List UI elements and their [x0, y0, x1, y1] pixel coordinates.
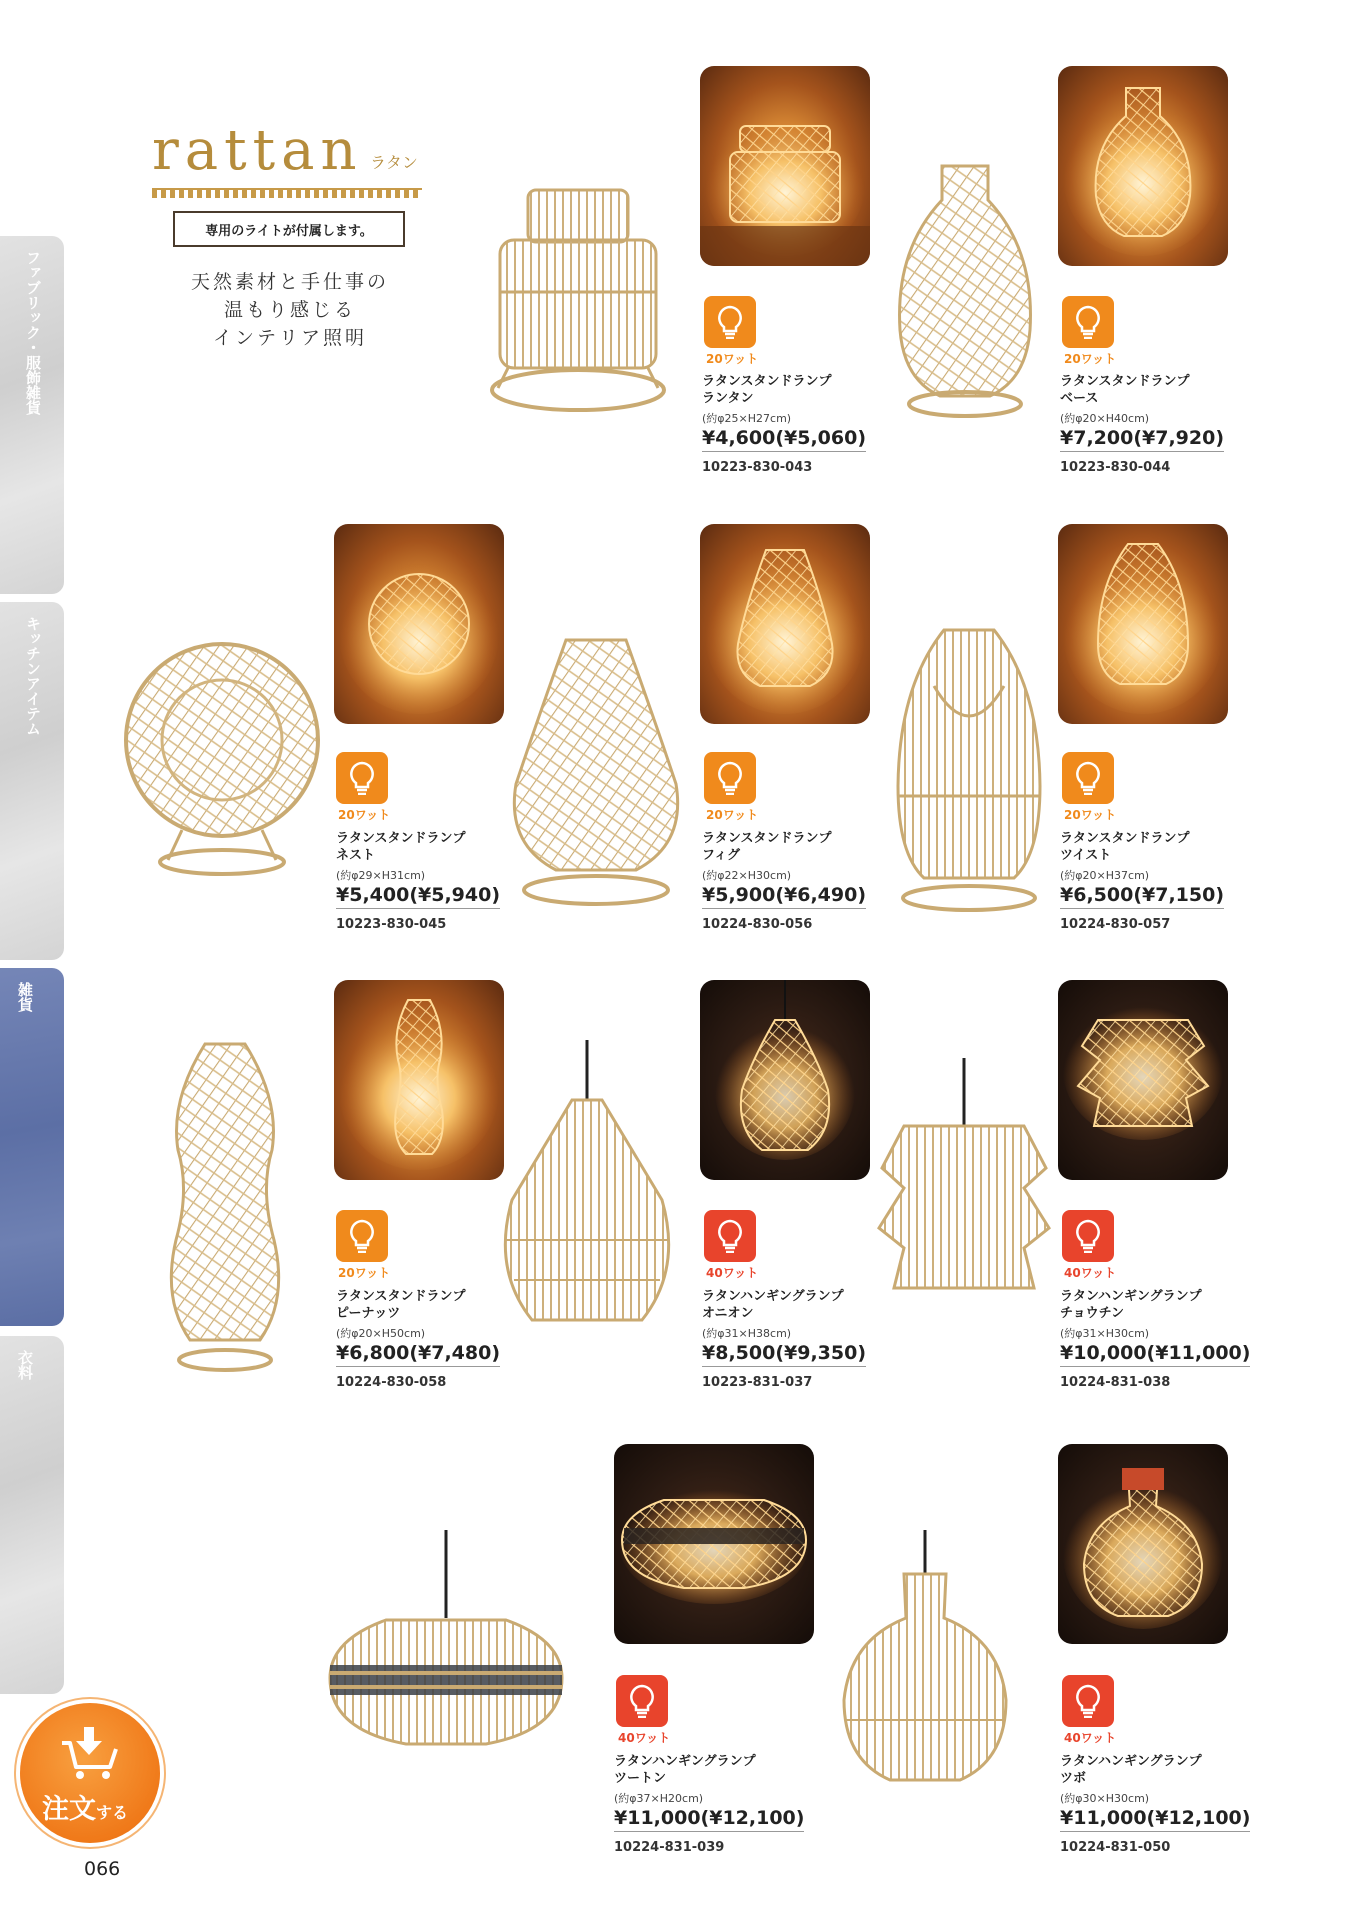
- bulb-icon-badge: [336, 752, 388, 804]
- title-underline-divider: [152, 188, 422, 198]
- product-size: (約φ20×H50cm): [336, 1327, 426, 1340]
- wattage-label: 40ワット: [1064, 1731, 1117, 1745]
- light-bulb-icon: [715, 305, 745, 339]
- side-tab-label: 雑貨: [16, 982, 34, 1012]
- product-code: 10224-831-050: [1060, 1840, 1171, 1855]
- light-bulb-icon: [1073, 761, 1103, 795]
- product-code: 10224-830-058: [336, 1375, 447, 1390]
- cart-download-icon: [60, 1725, 122, 1781]
- bulb-icon-badge: [704, 296, 756, 348]
- product-name: [336, 1288, 536, 1322]
- nest-lamp-image: [120, 640, 325, 880]
- order-button[interactable]: [20, 1703, 160, 1843]
- product-code: 10224-831-038: [1060, 1375, 1171, 1390]
- product-name: [1060, 373, 1260, 407]
- product-price: ¥6,500(¥7,150): [1060, 884, 1224, 909]
- product-subname: ピーナッツ: [336, 1306, 401, 1321]
- product-subname: オニオン: [702, 1306, 754, 1321]
- side-tab-label: 衣料: [16, 1350, 34, 1380]
- product-subname: ツートン: [614, 1771, 667, 1786]
- product-category: ラタンハンギングランプ: [702, 1289, 844, 1304]
- product-name: [1060, 1753, 1260, 1787]
- product-photo-nest: [334, 524, 504, 724]
- product-code: 10224-830-057: [1060, 917, 1171, 932]
- product-code: 10223-830-043: [702, 460, 813, 475]
- peanut-lamp-image: [160, 1040, 290, 1375]
- product-code: 10224-830-056: [702, 917, 813, 932]
- tagline-line: インテリア照明: [212, 327, 367, 349]
- light-bulb-icon: [715, 1219, 745, 1253]
- section-title: rattan: [152, 118, 363, 183]
- product-size: (約φ37×H20cm): [614, 1792, 704, 1805]
- product-size: (約φ25×H27cm): [702, 412, 792, 425]
- side-tab-clothing[interactable]: [0, 1336, 64, 1694]
- product-photo-tsubo: [1058, 1444, 1228, 1644]
- product-subname: チョウチン: [1060, 1306, 1124, 1321]
- bulb-icon-badge: [1062, 752, 1114, 804]
- product-size: (約φ20×H40cm): [1060, 412, 1150, 425]
- page-number: 066: [84, 1858, 121, 1880]
- product-category: ラタンスタンドランプ: [336, 831, 466, 846]
- product-name: [614, 1753, 814, 1787]
- wattage-label: 40ワット: [706, 1266, 759, 1280]
- product-price: ¥7,200(¥7,920): [1060, 427, 1224, 452]
- product-category: ラタンハンギングランプ: [614, 1754, 756, 1769]
- product-price: ¥5,400(¥5,940): [336, 884, 500, 909]
- product-name: [1060, 1288, 1260, 1322]
- product-category: ラタンスタンドランプ: [702, 374, 832, 389]
- twist-lamp-image: [894, 626, 1044, 916]
- product-category: ラタンスタンドランプ: [702, 831, 832, 846]
- wattage-label: 20ワット: [706, 808, 759, 822]
- light-bulb-icon: [347, 1219, 377, 1253]
- product-subname: フィグ: [702, 848, 740, 863]
- chouchin-pendant-image: [874, 1058, 1054, 1308]
- base-lamp-image: [890, 160, 1040, 422]
- product-photo-peanut: [334, 980, 504, 1180]
- product-size: (約φ30×H30cm): [1060, 1792, 1150, 1805]
- fig-lamp-image: [506, 634, 686, 910]
- bulb-icon-badge: [616, 1675, 668, 1727]
- product-name: [702, 830, 902, 864]
- light-bulb-icon: [347, 761, 377, 795]
- light-bulb-icon: [627, 1684, 657, 1718]
- order-label-main: 注文: [42, 1794, 96, 1825]
- product-code: 10224-831-039: [614, 1840, 725, 1855]
- product-photo-base: [1058, 66, 1228, 266]
- wattage-label: 20ワット: [706, 352, 759, 366]
- bulb-icon-badge: [1062, 1210, 1114, 1262]
- light-bulb-icon: [1073, 1684, 1103, 1718]
- bulb-icon-badge: [704, 752, 756, 804]
- product-size: (約φ29×H31cm): [336, 869, 426, 882]
- product-name: [1060, 830, 1260, 864]
- product-name: [336, 830, 536, 864]
- product-category: ラタンハンギングランプ: [1060, 1754, 1202, 1769]
- product-price: ¥8,500(¥9,350): [702, 1342, 866, 1367]
- two-tone-pendant-image: [326, 1530, 566, 1750]
- lantern-lamp-image: [488, 182, 668, 422]
- wattage-label: 20ワット: [1064, 808, 1117, 822]
- product-price: ¥4,600(¥5,060): [702, 427, 866, 452]
- product-name: [702, 1288, 902, 1322]
- wattage-label: 40ワット: [1064, 1266, 1117, 1280]
- bulb-icon-badge: [1062, 1675, 1114, 1727]
- product-photo-onion: [700, 980, 870, 1180]
- product-subname: ネスト: [336, 848, 376, 863]
- product-subname: ランタン: [702, 391, 754, 406]
- product-category: ラタンハンギングランプ: [1060, 1289, 1202, 1304]
- bulb-icon-badge: [336, 1210, 388, 1262]
- product-price: ¥6,800(¥7,480): [336, 1342, 500, 1367]
- product-price: ¥5,900(¥6,490): [702, 884, 866, 909]
- product-photo-chouchin: [1058, 980, 1228, 1180]
- product-name: [702, 373, 902, 407]
- product-subname: ツイスト: [1060, 848, 1112, 863]
- side-tab-kitchen[interactable]: [0, 602, 64, 960]
- product-photo-fig: [700, 524, 870, 724]
- wattage-label: 20ワット: [1064, 352, 1117, 366]
- wattage-label: 20ワット: [338, 1266, 391, 1280]
- product-code: 10223-830-044: [1060, 460, 1171, 475]
- product-price: ¥10,000(¥11,000): [1060, 1342, 1250, 1367]
- side-tab-label: ファブリック・服飾雑貨: [24, 250, 42, 415]
- tsubo-pendant-image: [840, 1530, 1010, 1800]
- product-subname: ベース: [1060, 391, 1099, 406]
- light-bulb-icon: [715, 761, 745, 795]
- light-bulb-icon: [1073, 305, 1103, 339]
- tagline-line: 天然素材と手仕事の: [190, 271, 389, 293]
- product-photo-twist: [1058, 524, 1228, 724]
- product-size: (約φ31×H30cm): [1060, 1327, 1150, 1340]
- tagline: [160, 268, 420, 352]
- product-code: 10223-831-037: [702, 1375, 813, 1390]
- product-subname: ツボ: [1060, 1771, 1087, 1786]
- order-button-label: [42, 1787, 128, 1826]
- wattage-label: 40ワット: [618, 1731, 671, 1745]
- side-tab-fabric[interactable]: [0, 236, 64, 594]
- light-bulb-icon: [1073, 1219, 1103, 1253]
- bulb-icon-badge: [1062, 296, 1114, 348]
- product-category: ラタンスタンドランプ: [1060, 831, 1190, 846]
- product-category: ラタンスタンドランプ: [336, 1289, 466, 1304]
- side-tab-zakka[interactable]: [0, 968, 64, 1326]
- notice-box: 専用のライトが付属します。: [173, 211, 405, 247]
- product-photo-lantern: [700, 66, 870, 266]
- side-tab-label: キッチンアイテム: [24, 616, 42, 736]
- tagline-line: 温もり感じる: [223, 299, 356, 321]
- product-size: (約φ22×H30cm): [702, 869, 792, 882]
- order-label-sub: する: [96, 1803, 129, 1822]
- product-price: ¥11,000(¥12,100): [1060, 1807, 1250, 1832]
- product-code: 10223-830-045: [336, 917, 447, 932]
- product-category: ラタンスタンドランプ: [1060, 374, 1190, 389]
- bulb-icon-badge: [704, 1210, 756, 1262]
- product-price: ¥11,000(¥12,100): [614, 1807, 804, 1832]
- product-photo-two-tone: [614, 1444, 814, 1644]
- product-size: (約φ31×H38cm): [702, 1327, 792, 1340]
- section-title-kana: ラタン: [370, 153, 418, 172]
- product-size: (約φ20×H37cm): [1060, 869, 1150, 882]
- wattage-label: 20ワット: [338, 808, 391, 822]
